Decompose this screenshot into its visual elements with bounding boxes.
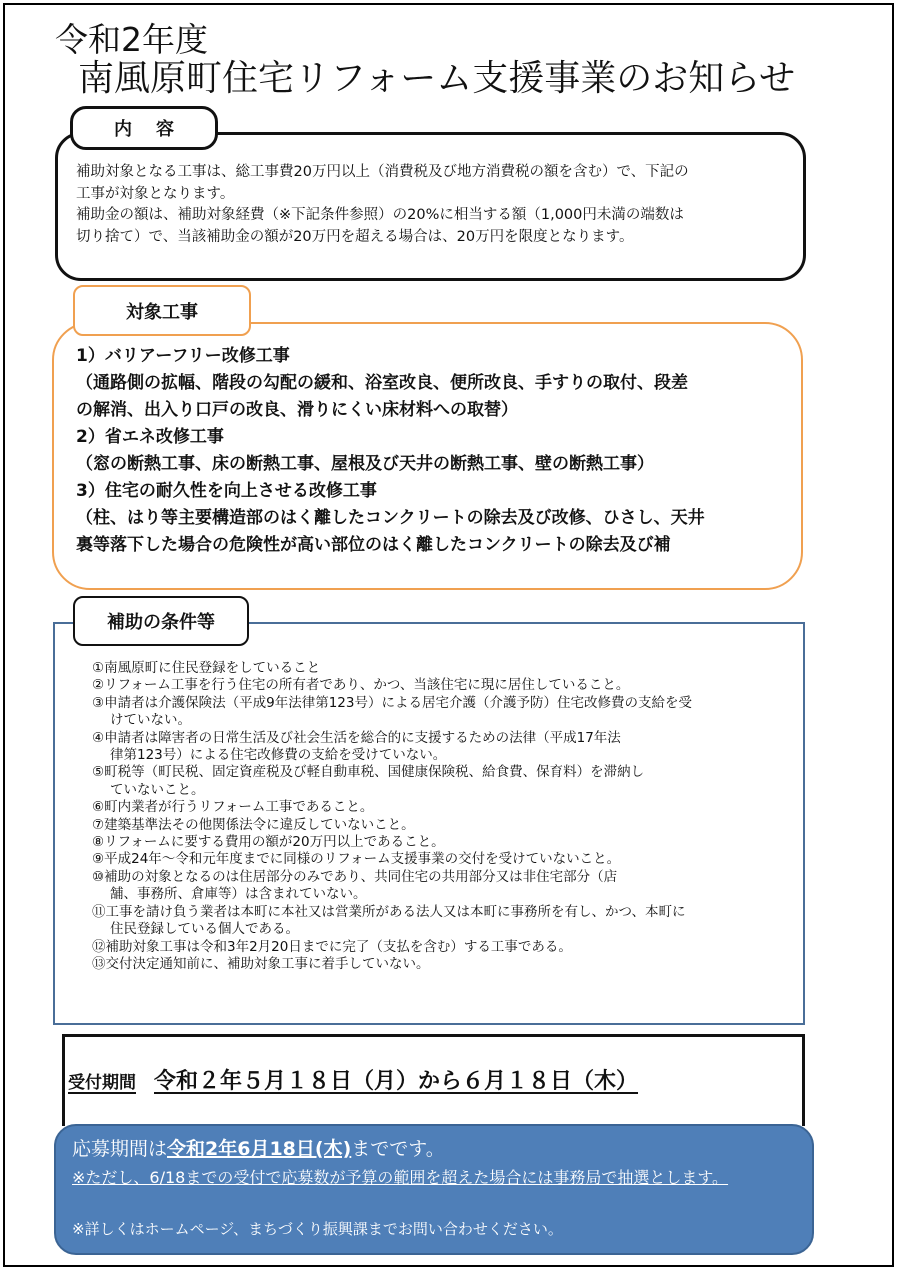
condition-item: ⑩補助の対象となるのは住居部分のみであり、共同住宅の共用部分又は非住宅部分（店: [92, 868, 618, 885]
condition-item: ⑤町税等（町民税、固定資産税及び軽自動車税、国健康保険税、給食費、保育料）を滞納し: [92, 764, 645, 781]
condition-item: ④申請者は障害者の日常生活及び社会生活を総合的に支援するための法律（平成17年法: [92, 729, 621, 746]
condition-item: ⑫補助対象工事は令和3年2月20日までに完了（支払を含む）する工事である。: [92, 938, 572, 955]
condition-item: ②リフォーム工事を行う住宅の所有者であり、かつ、当該住宅に現に居住していること。: [92, 677, 630, 694]
condition-item: ⑬交付決定通知前に、補助対象工事に着手していない。: [92, 955, 430, 972]
condition-item: ①南風原町に住民登録をしていること: [92, 660, 321, 676]
condition-item-continued: 舗、事務所、倉庫等）は含まれていない。: [110, 886, 367, 903]
works-line: （窓の断熱工事、床の断熱工事、屋根及び天井の断熱工事、壁の断熱工事）: [76, 454, 654, 474]
conditions-section-heading: 補助の条件等: [73, 596, 249, 646]
condition-item: ⑧リフォームに要する費用の額が20万円以上であること。: [92, 834, 445, 851]
condition-item-continued: 住民登録している個人である。: [110, 921, 299, 938]
content-section-body: [76, 162, 796, 248]
condition-item-continued: 律第123号）による住宅改修費の支給を受けていない。: [110, 747, 447, 764]
application-deadline: [72, 1134, 445, 1161]
works-line: （通路側の拡幅、階段の勾配の緩和、浴室改良、便所改良、手すりの取付、段差: [76, 373, 688, 393]
conditions-list: [92, 660, 792, 973]
lottery-note: ※ただし、6/18までの受付で応募数が予算の範囲を超えた場合には事務局で抽選とします。: [72, 1168, 729, 1187]
works-line: の解消、出入り口戸の改良、滑りにくい床材料への取替）: [76, 400, 518, 420]
condition-item: ⑨平成24年～令和元年度までに同様のリフォーム支援事業の交付を受けていないこと。: [92, 851, 621, 868]
works-line: 1）バリアーフリー改修工事: [76, 346, 290, 366]
notice-panel: [54, 1124, 814, 1255]
deadline-suffix: までです。: [351, 1138, 445, 1160]
reception-period: [68, 1064, 638, 1095]
content-line: 工事が対象となります。: [76, 185, 235, 202]
content-section-heading: 内容: [70, 106, 218, 150]
works-line: 2）省エネ改修工事: [76, 427, 224, 447]
works-line: 3）住宅の耐久性を向上させる改修工事: [76, 481, 377, 501]
deadline-prefix: 応募期間は: [72, 1138, 168, 1160]
page-title: 南風原町住宅リフォーム支援事業のお知らせ: [78, 58, 796, 99]
works-section-body: [76, 343, 796, 559]
condition-item-continued: ていないこと。: [110, 781, 205, 798]
works-line: （柱、はり等主要構造部のはく離したコンクリートの除去及び改修、ひさし、天井: [76, 508, 705, 528]
content-line: 補助金の額は、補助対象経費（※下記条件参照）の20%に相当する額（1,000円未満の端数は: [76, 207, 684, 223]
condition-item: ⑪工事を請け負う業者は本町に本社又は営業所がある法人又は本町に事務所を有し、かつ、本町に: [92, 903, 686, 920]
deadline-date: 令和2年6月18日(木): [167, 1138, 352, 1160]
works-section-heading: 対象工事: [73, 285, 251, 336]
condition-item-continued: けていない。: [110, 712, 191, 729]
contact-note: ※詳しくはホームページ、まちづくり振興課までお問い合わせください。: [72, 1220, 563, 1238]
content-line: 補助対象となる工事は、総工事費20万円以上（消費税及び地方消費税の額を含む）で、下記の: [76, 164, 689, 180]
works-line: 裏等落下した場合の危険性が高い部位のはく離したコンクリートの除去及び補: [76, 535, 671, 555]
content-line: 切り捨て）で、当該補助金の額が20万円を超える場合は、20万円を限度となります。: [76, 228, 634, 245]
condition-item: ⑦建築基準法その他関係法令に違反していないこと。: [92, 816, 415, 833]
title-year: 令和2年度: [55, 20, 208, 59]
reception-label: 受付期間: [68, 1073, 136, 1093]
reception-dates: 令和２年５月１８日（月）から６月１８日（木）: [154, 1069, 639, 1094]
condition-item: ③申請者は介護保険法（平成9年法律第123号）による居宅介護（介護予防）住宅改修費の支給を受: [92, 694, 692, 711]
condition-item: ⑥町内業者が行うリフォーム工事であること。: [92, 799, 374, 816]
